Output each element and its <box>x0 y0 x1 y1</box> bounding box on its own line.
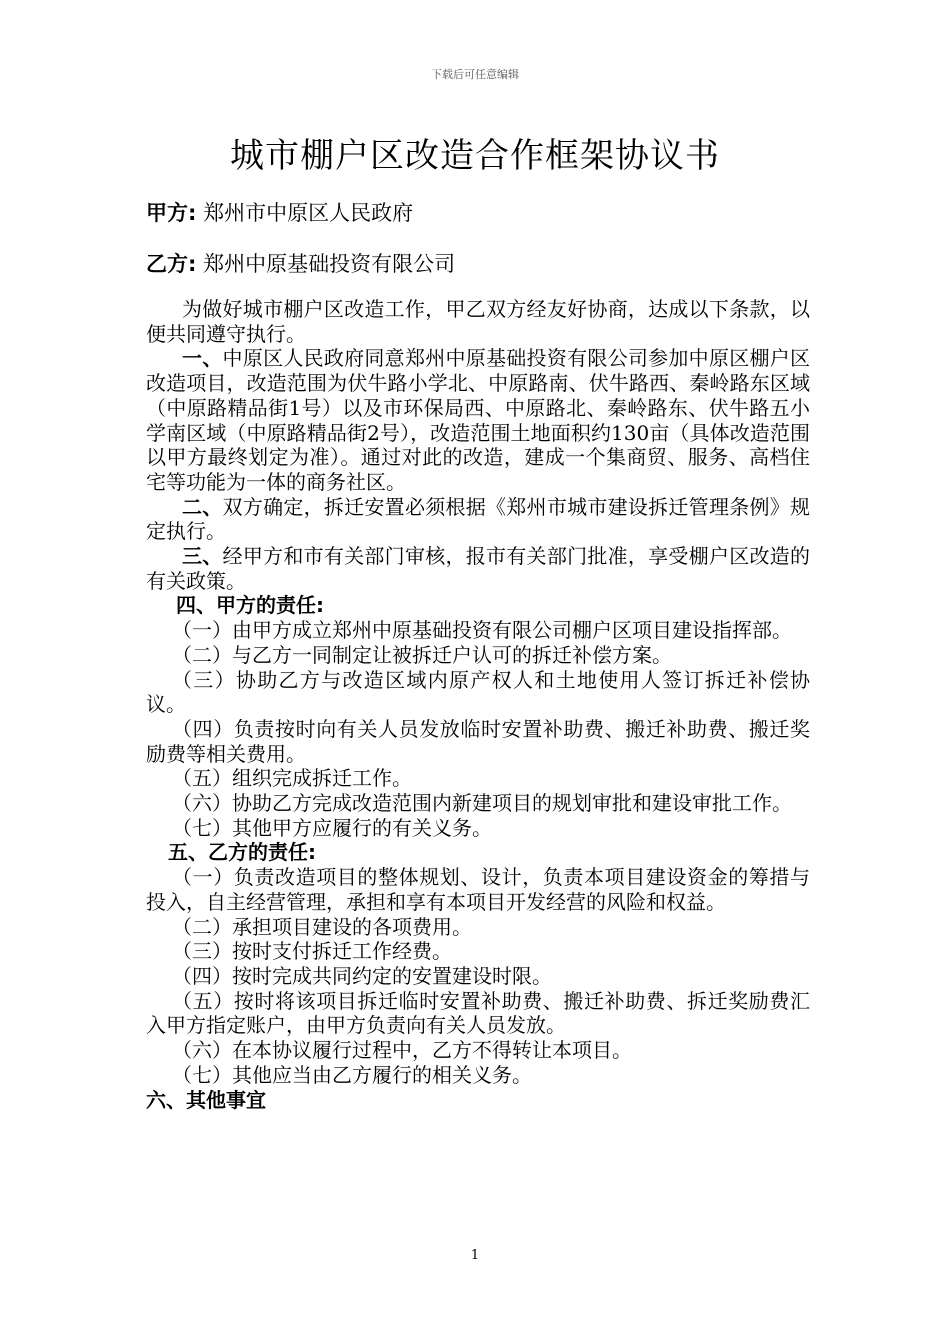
section-5-item: （三）按时支付拆迁工作经费。 <box>172 939 452 964</box>
section-5-item: （二）承担项目建设的各项费用。 <box>172 914 472 939</box>
clause-3-text: 经甲方和市有关部门审核，报市有关部门批准，享受棚户区改造的有关政策。 <box>146 544 811 593</box>
section-4-item: （四）负责按时向有关人员发放临时安置补助费、搬迁补助费、搬迁奖励费等相关费用。 <box>146 716 810 766</box>
clause-3 <box>146 544 810 593</box>
clause-3-number: 三、 <box>182 544 223 569</box>
intro-paragraph: 为做好城市棚户区改造工作，甲乙双方经友好协商，达成以下条款，以便共同遵守执行。 <box>146 297 810 346</box>
clause-2-number: 二、 <box>182 494 223 519</box>
clause-1-number: 一、 <box>182 346 223 371</box>
section-5-item: （六）在本协议履行过程中，乙方不得转让本项目。 <box>172 1038 632 1063</box>
party-b-label: 乙方: <box>146 252 197 276</box>
section-5-item: （四）按时完成共同约定的安置建设时限。 <box>172 963 552 988</box>
clause-2-text: 双方确定，拆迁安置必须根据《郑州市城市建设拆迁管理条例》规定执行。 <box>146 494 811 544</box>
section-4-item: （六）协助乙方完成改造范围内新建项目的规划审批和建设审批工作。 <box>172 791 792 816</box>
party-b <box>146 249 455 279</box>
party-a-name: 郑州市中原区人民政府 <box>203 201 414 225</box>
document-title: 城市棚户区改造合作框架协议书 <box>230 136 720 176</box>
header-note: 下载后可任意编辑 <box>431 68 519 81</box>
section-6-heading: 六、其他事宜 <box>146 1087 266 1112</box>
party-a-label: 甲方: <box>146 201 197 225</box>
section-4-item: （七）其他甲方应履行的有关义务。 <box>172 815 492 840</box>
clause-2 <box>146 495 810 544</box>
section-5-item: （一）负责改造项目的整体规划、设计，负责本项目建设资金的筹措与投入，自主经营管理，承担和享有本项目开发经营的风险和权益。 <box>146 865 810 914</box>
section-4-item: （五）组织完成拆迁工作。 <box>172 766 412 791</box>
clause-1-text: 中原区人民政府同意郑州中原基础投资有限公司参加中原区棚户区改造项目，改造范围为伏牛路小学北、中原路南、伏牛路西、秦岭路东区域（中原路精品街1号）以及市环保局西、中原路北、秦岭路东、伏牛路五小学南区域（中原路精品街2号），改造范围土地面积约130亩（具体改造范围以甲方最终划定为准）。通过对此的改造，建成一个集商贸、服务、高档住宅等功能为一体的商务社区。 <box>146 346 811 494</box>
section-4-item: （一）由甲方成立郑州中原基础投资有限公司棚户区项目建设指挥部。 <box>172 618 792 643</box>
section-4-item: （二）与乙方一同制定让被拆迁户认可的拆迁补偿方案。 <box>172 642 672 667</box>
page-number: 1 <box>470 1248 480 1263</box>
section-4-item: （三）协助乙方与改造区域内原产权人和土地使用人签订拆迁补偿协议。 <box>146 667 810 717</box>
clause-1 <box>146 346 810 494</box>
section-5-item: （五）按时将该项目拆迁临时安置补助费、搬迁补助费、拆迁奖励费汇入甲方指定账户，由甲方负责向有关人员发放。 <box>146 988 810 1038</box>
section-4-heading: 四、甲方的责任: <box>176 593 324 618</box>
party-b-name: 郑州中原基础投资有限公司 <box>203 252 456 276</box>
section-5-item: （七）其他应当由乙方履行的相关义务。 <box>172 1062 532 1087</box>
party-a <box>146 198 413 228</box>
section-5-heading: 五、乙方的责任: <box>168 840 316 865</box>
agreement-body <box>146 297 810 1112</box>
